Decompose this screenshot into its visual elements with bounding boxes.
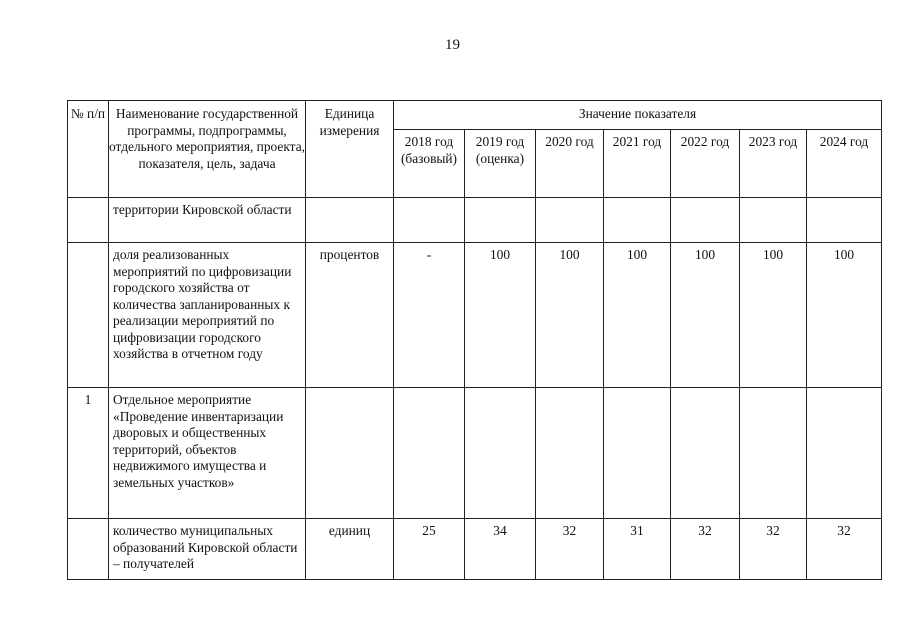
row-name: количество муниципальных образований Кировской области – получателей bbox=[109, 519, 306, 580]
row-value: 100 bbox=[604, 243, 671, 388]
row-value bbox=[604, 388, 671, 519]
row-value bbox=[604, 198, 671, 243]
row-value: 100 bbox=[740, 243, 807, 388]
header-year: 2019 год (оценка) bbox=[465, 130, 536, 198]
header-name: Наименование государственной программы, подпрограммы, отдельного мероприятия, проекта, показателя, цель, задача bbox=[109, 101, 306, 198]
table-row bbox=[68, 198, 882, 243]
row-value bbox=[671, 388, 740, 519]
row-name: доля реализованных мероприятий по цифровизации городского хозяйства от количества запланированных к реализации мероприятий по цифровизации городского хозяйства в отчетном году bbox=[109, 243, 306, 388]
indicator-table bbox=[67, 100, 882, 580]
row-value bbox=[740, 388, 807, 519]
row-value: 100 bbox=[536, 243, 604, 388]
row-unit bbox=[306, 198, 394, 243]
row-value: 32 bbox=[671, 519, 740, 580]
row-value: 32 bbox=[740, 519, 807, 580]
header-value-group: Значение показателя bbox=[394, 101, 882, 130]
page-number: 19 bbox=[445, 37, 460, 53]
header-year: 2018 год (базовый) bbox=[394, 130, 465, 198]
table-row bbox=[68, 388, 882, 519]
row-value bbox=[807, 388, 882, 519]
row-value bbox=[807, 198, 882, 243]
header-year: 2020 год bbox=[536, 130, 604, 198]
row-value: 32 bbox=[536, 519, 604, 580]
header-unit: Единица измерения bbox=[306, 101, 394, 198]
header-year: 2022 год bbox=[671, 130, 740, 198]
row-unit: процентов bbox=[306, 243, 394, 388]
row-value bbox=[536, 198, 604, 243]
header-year: 2024 год bbox=[807, 130, 882, 198]
row-num bbox=[68, 198, 109, 243]
row-name: Отдельное мероприятие «Проведение инвентаризации дворовых и общественных территорий, объектов недвижимого имущества и земельных участков» bbox=[109, 388, 306, 519]
row-value: - bbox=[394, 243, 465, 388]
row-value bbox=[394, 388, 465, 519]
row-value bbox=[740, 198, 807, 243]
row-name: территории Кировской области bbox=[109, 198, 306, 243]
row-value: 32 bbox=[807, 519, 882, 580]
row-value: 34 bbox=[465, 519, 536, 580]
row-value: 31 bbox=[604, 519, 671, 580]
row-value: 100 bbox=[465, 243, 536, 388]
header-num: № п/п bbox=[68, 101, 109, 198]
row-value bbox=[671, 198, 740, 243]
row-num bbox=[68, 243, 109, 388]
row-value bbox=[465, 198, 536, 243]
row-num: 1 bbox=[68, 388, 109, 519]
row-value bbox=[394, 198, 465, 243]
row-value bbox=[536, 388, 604, 519]
header-year: 2023 год bbox=[740, 130, 807, 198]
table-row bbox=[68, 519, 882, 580]
row-value: 100 bbox=[807, 243, 882, 388]
row-unit bbox=[306, 388, 394, 519]
row-unit: единиц bbox=[306, 519, 394, 580]
row-value: 100 bbox=[671, 243, 740, 388]
row-value bbox=[465, 388, 536, 519]
row-value: 25 bbox=[394, 519, 465, 580]
header-year: 2021 год bbox=[604, 130, 671, 198]
row-num bbox=[68, 519, 109, 580]
table-row bbox=[68, 243, 882, 388]
